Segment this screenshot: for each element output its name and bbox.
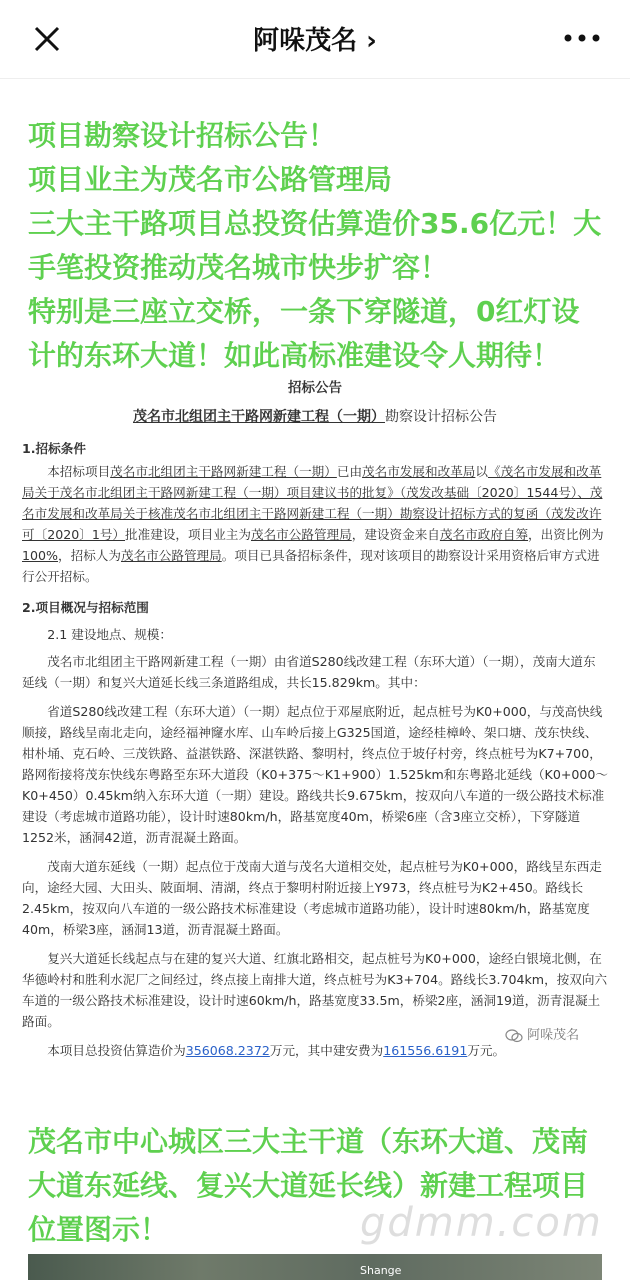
more-options-icon[interactable] [562, 28, 602, 48]
fuxing-road-paragraph: 复兴大道延长线起点与在建的复兴大道、红旗北路相交，起点桩号为K0+000，途经白银境北侧，在华德岭村和胜利水泥厂之间经过，终点接上南排大道，终点桩号为K3+704。路线长3.704km，按双向六车道的一级公路技术标准建设，设计时速60km/h，路基宽度33.5m，桥梁2座，涵洞19道，沥青混凝土路面。 [22, 951, 608, 1029]
headline-line: 特别是三座立交桥，一条下穿隧道，0红灯设 [28, 295, 580, 328]
total-investment-value[interactable]: 356068.2372 [185, 1043, 270, 1058]
section-heading: 2.项目概况与招标范围 [22, 600, 149, 615]
section-heading: 1.招标条件 [22, 441, 86, 456]
map-image[interactable] [28, 1254, 602, 1280]
top-nav-bar [0, 0, 630, 79]
map-label: Shange [360, 1264, 402, 1277]
headline-line: 项目勘察设计招标公告！ [28, 119, 337, 152]
tender-notice-document [22, 378, 608, 1061]
construction-cost-value[interactable]: 161556.6191 [383, 1043, 468, 1058]
wechat-icon [505, 1029, 523, 1043]
source-watermark: 阿哚茂名 [505, 1024, 579, 1043]
doc-title: 招标公告 [288, 380, 342, 396]
headline-line: 手笔投资推动茂名城市快步扩容！ [28, 251, 449, 284]
headline-line: 三大主干路项目总投资估算造价35.6亿元！大 [28, 207, 602, 240]
maonan-road-paragraph: 茂南大道东延线（一期）起点位于茂南大道与茂名大道相交处，起点桩号为K0+000，路线呈东西走向，途经大园、大田头、陂面垌、清湖，终点于黎明村附近接上Y973，终点桩号为K2+450。路线长2.45km，按双向八车道的一级公路技术标准建设（考虑城市道路功能），设计时速80km/h，路基宽度40m，桥梁3座，涵洞13道，沥青混凝土路面。 [22, 859, 602, 937]
doc-subtitle-rest: 勘察设计招标公告 [385, 409, 497, 425]
doc-subtitle-project: 茂名市北组团主干路网新建工程（一期） [133, 409, 385, 425]
subsection-heading: 2.1 建设地点、规模： [47, 627, 172, 642]
project-overview-paragraph: 茂名市北组团主干路网新建工程（一期）由省道S280线改建工程（东环大道）（一期），茂南大道东延线（一期）和复兴大道延长线三条道路组成，共长15.829km。其中： [22, 654, 596, 690]
tender-conditions-paragraph: 本招标项目茂名市北组团主干路网新建工程（一期）已由茂名市发展和改革局以《茂名市发展和改革局关于茂名市北组团主干路网新建工程（一期）项目建议书的批复》（茂发改基础〔2020〕1544号）、茂名市发展和改革局关于核准茂名市北组团主干路网新建工程（一期）勘察设计招标方式的复函（茂发改许可〔2020〕1号）批准建设，项目业主为茂名市公路管理局，建设资金来自茂名市政府自筹，出资比例为100%，招标人为茂名市公路管理局。项目已具备招标条件，现对该项目的勘察设计采用资格后审方式进行公开招标。 [22, 464, 604, 584]
east-ring-road-paragraph: 省道S280线改建工程（东环大道）（一期）起点位于邓屋底附近，起点桩号为K0+000，与茂高快线顺接，路线呈南北走向，途经福神窿水库、山车岭后接上G325国道，途经桂樟岭、架口塘、茂东快线、柑朴埇、克石岭、三茂铁路、益湛铁路、深湛铁路、黎明村，终点位于坡仔村旁，终点桩号为K7+700，路网衔接将茂东快线东粤路至东环大道段（K0+375～K1+900）1.525km和东粤路北延线（K0+000～K0+450）0.45km纳入东环大道（一期）建设。路线共长9.675km，按双向八车道的一级公路技术标准建设（考虑城市道路功能），设计时速80km/h，路基宽度40m，桥梁6座（含3座立交桥），下穿隧道1252米，涵洞42道，沥青混凝土路面。 [22, 704, 609, 845]
site-watermark: gdmm.com [360, 1200, 603, 1246]
investment-paragraph: 本项目总投资估算造价为356068.2372万元，其中建安费为161556.6191万元。 [47, 1043, 506, 1058]
doc-subtitle [22, 407, 608, 428]
caption-text: 茂名市中心城区三大主干道（东环大道、茂南 大道东延线、复兴大道延长线）新建工程项目 位置图示！ [28, 1125, 589, 1246]
account-name-link[interactable]: 阿哚茂名 › [253, 26, 377, 56]
headline-line: 项目业主为茂名市公路管理局 [28, 163, 393, 196]
headline-line: 计的东环大道！如此高标准建设令人期待！ [28, 339, 561, 372]
